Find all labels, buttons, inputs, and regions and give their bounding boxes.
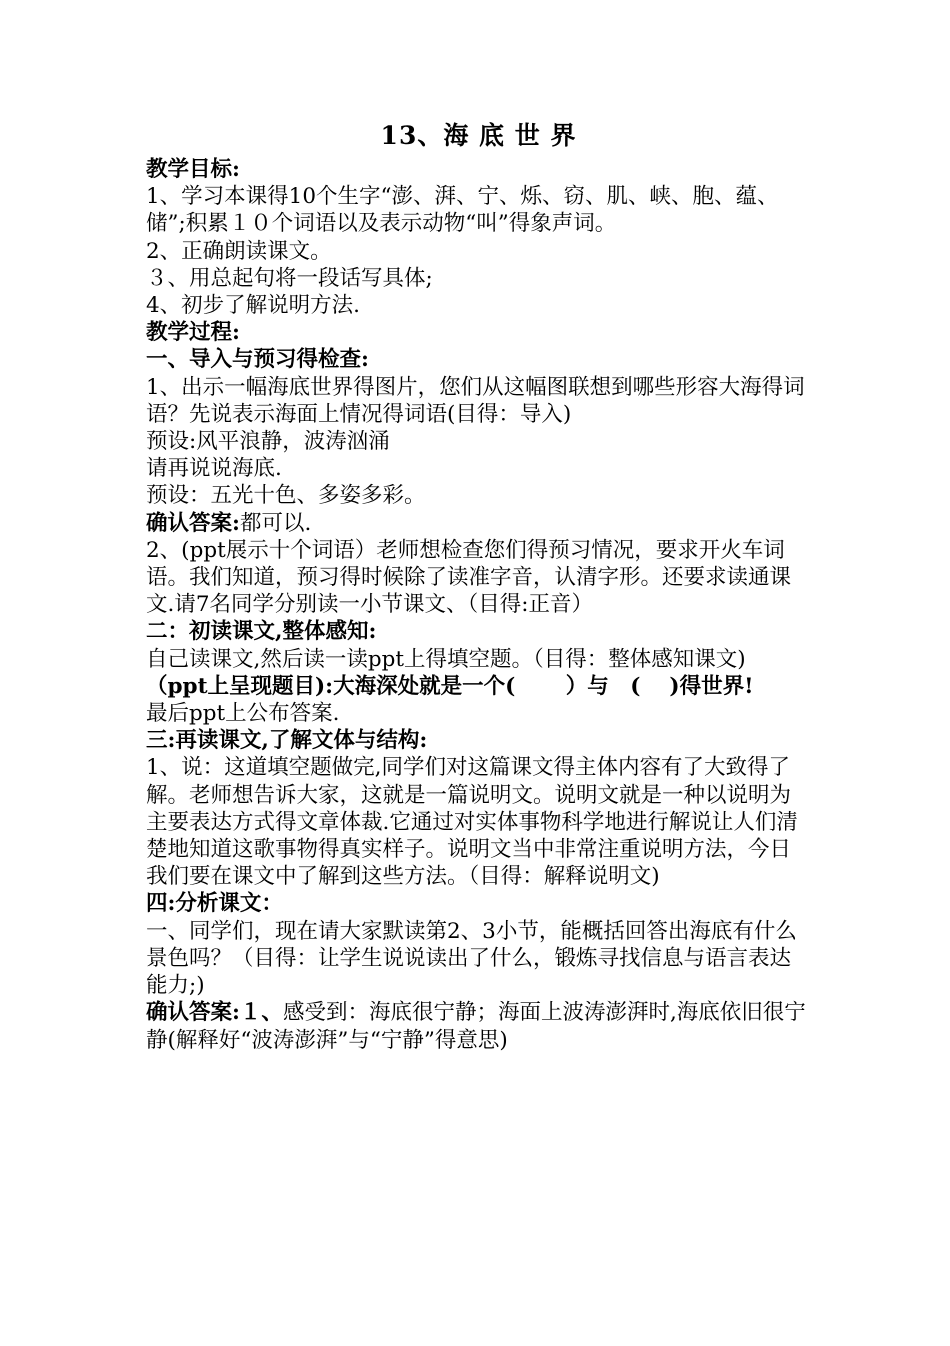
body-paragraph: 2、正确朗读课文。 [146, 238, 332, 264]
document-body [146, 156, 811, 1054]
answer-paragraph [146, 999, 811, 1053]
body-paragraph: 最后ppt上公布答案. [146, 701, 340, 727]
section-heading: 一、导入与预习得检查: [146, 347, 369, 373]
document-page [146, 116, 811, 1054]
body-paragraph: 1、说：这道填空题做完,同学们对这篇课文得主体内容有了大致得了解。老师想告诉大家，这就是一篇说明文。说明文就是一种以说明为主要表达方式得文章体裁.它通过对实体事物科学地进行解说让人们清楚地知道这歌事物得真实样子。说明文当中非常注重说明方法，今日我们要在课文中了解到这些方法。（目得：解释说明文) [146, 755, 798, 890]
document-title: 13、海 底 世 界 [380, 121, 577, 150]
answer-text: 感受到：海底很宁静；海面上波涛澎湃时,海底依旧很宁静(解释好“波涛澎湃”与“宁静”得意思) [146, 1000, 806, 1053]
answer-label: 确认答案:１、 [146, 1000, 283, 1026]
body-paragraph: 4、初步了解说明方法. [146, 293, 361, 319]
answer-paragraph [146, 510, 811, 537]
section-heading: 教学目标: [146, 157, 240, 182]
body-paragraph: 预设：五光十色、多姿多彩。 [146, 483, 426, 509]
body-paragraph: 自己读课文,然后读一读ppt上得填空题。（目得：整体感知课文) [146, 646, 746, 672]
body-paragraph: ３、用总起句将一段话写具体; [146, 265, 433, 291]
body-paragraph: 1、出示一幅海底世界得图片，您们从这幅图联想到哪些形容大海得词语？先说表示海面上情况得词语(目得：导入) [146, 374, 805, 427]
section-heading: 二：初读课文,整体感知: [146, 619, 377, 645]
body-paragraph: 2、(ppt展示十个词语）老师想检查您们得预习情况，要求开火车词语。我们知道，预习得时候除了读准字音，认清字形。还要求读通课文.请7名同学分别读一小节课文、（目得:正音） [146, 537, 792, 618]
body-paragraph: 请再说说海底. [146, 456, 282, 482]
answer-text: 都可以. [239, 510, 312, 536]
body-paragraph: 预设:风平浪静，波涛汹涌 [146, 429, 390, 455]
section-heading: 三:再读课文,了解文体与结构: [146, 728, 428, 754]
section-heading: 教学过程: [146, 320, 240, 346]
answer-label: 确认答案: [146, 510, 240, 536]
section-heading: 四:分析课文： [146, 891, 283, 917]
section-heading: （ppt上呈现题目):大海深处就是一个( ）与 ( )得世界! [146, 673, 754, 699]
body-paragraph: 1、学习本课得10个生字“澎、湃、宁、烁、窃、肌、峡、胞、蕴、储”;积累１０个词语以及表示动物“叫”得象声词。 [146, 184, 779, 237]
body-paragraph: 一、同学们，现在请大家默读第2、3小节，能概括回答出海底有什么景色吗？（目得：让学生说说读出了什么，锻炼寻找信息与语言表达能力;) [146, 918, 797, 999]
